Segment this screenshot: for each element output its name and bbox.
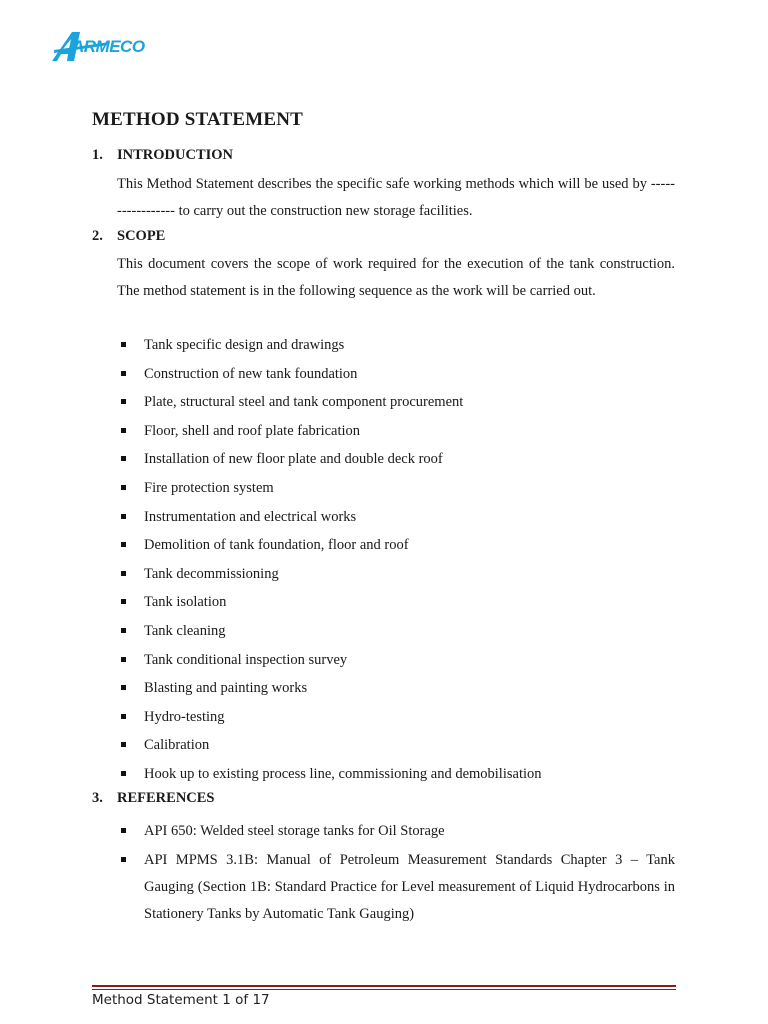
scope-list bbox=[117, 335, 675, 793]
logo-wordmark: ARMECO bbox=[72, 37, 145, 56]
list-item: Construction of new tank foundation bbox=[117, 364, 675, 393]
list-item: Demolition of tank foundation, floor and roof bbox=[117, 535, 675, 564]
list-item: Fire protection system bbox=[117, 478, 675, 507]
section-number: 2. bbox=[92, 228, 103, 244]
list-item: Instrumentation and electrical works bbox=[117, 507, 675, 536]
bullet-icon bbox=[121, 685, 126, 690]
list-item: Tank conditional inspection survey bbox=[117, 650, 675, 679]
bullet-icon bbox=[121, 657, 126, 662]
bullet-icon bbox=[121, 399, 126, 404]
bullet-icon bbox=[121, 485, 126, 490]
section-title: INTRODUCTION bbox=[117, 147, 234, 163]
list-item: Floor, shell and roof plate fabrication bbox=[117, 421, 675, 450]
section-title: SCOPE bbox=[117, 228, 166, 244]
references-list bbox=[117, 818, 675, 928]
list-item: API 650: Welded steel storage tanks for Oil Storage bbox=[117, 818, 675, 845]
bullet-icon bbox=[121, 571, 126, 576]
footer-divider bbox=[92, 985, 676, 987]
bullet-icon bbox=[121, 456, 126, 461]
footer-divider-thin bbox=[92, 989, 676, 990]
bullet-icon bbox=[121, 428, 126, 433]
list-item: Blasting and painting works bbox=[117, 678, 675, 707]
section-heading-introduction bbox=[92, 147, 233, 164]
page-footer: Method Statement 1 of 17 bbox=[92, 992, 270, 1008]
list-item: Installation of new floor plate and double deck roof bbox=[117, 449, 675, 478]
bullet-icon bbox=[121, 599, 126, 604]
list-item: Tank isolation bbox=[117, 592, 675, 621]
bullet-icon bbox=[121, 542, 126, 547]
section-number: 3. bbox=[92, 790, 103, 806]
list-item: Hook up to existing process line, commissioning and demobilisation bbox=[117, 764, 675, 793]
armeco-logo bbox=[50, 28, 162, 62]
introduction-paragraph: This Method Statement describes the specific safe working methods which will be used by ----------------- to carry out the construction new storage facilities. bbox=[117, 176, 675, 219]
list-item: API MPMS 3.1B: Manual of Petroleum Measurement Standards Chapter 3 – Tank Gauging (Section 1B: Standard Practice for Level measurement of Liquid Hydrocarbons in Stationery Tanks by Automatic Tank Gauging) bbox=[117, 847, 675, 928]
list-item: Calibration bbox=[117, 735, 675, 764]
list-item: Hydro-testing bbox=[117, 707, 675, 736]
section-heading-references bbox=[92, 790, 215, 807]
bullet-icon bbox=[121, 857, 126, 862]
list-item: Tank specific design and drawings bbox=[117, 335, 675, 364]
bullet-icon bbox=[121, 514, 126, 519]
bullet-icon bbox=[121, 628, 126, 633]
list-item: Tank cleaning bbox=[117, 621, 675, 650]
bullet-icon bbox=[121, 828, 126, 833]
section-number: 1. bbox=[92, 147, 103, 163]
bullet-icon bbox=[121, 714, 126, 719]
bullet-icon bbox=[121, 371, 126, 376]
section-heading-scope bbox=[92, 228, 165, 245]
scope-paragraph: This document covers the scope of work required for the execution of the tank construction. The method statement is in the following sequence as the work will be carried out. bbox=[117, 256, 675, 299]
bullet-icon bbox=[121, 742, 126, 747]
section-title: REFERENCES bbox=[117, 790, 215, 806]
list-item: Tank decommissioning bbox=[117, 564, 675, 593]
document-title: METHOD STATEMENT bbox=[92, 109, 303, 130]
list-item: Plate, structural steel and tank component procurement bbox=[117, 392, 675, 421]
bullet-icon bbox=[121, 342, 126, 347]
bullet-icon bbox=[121, 771, 126, 776]
